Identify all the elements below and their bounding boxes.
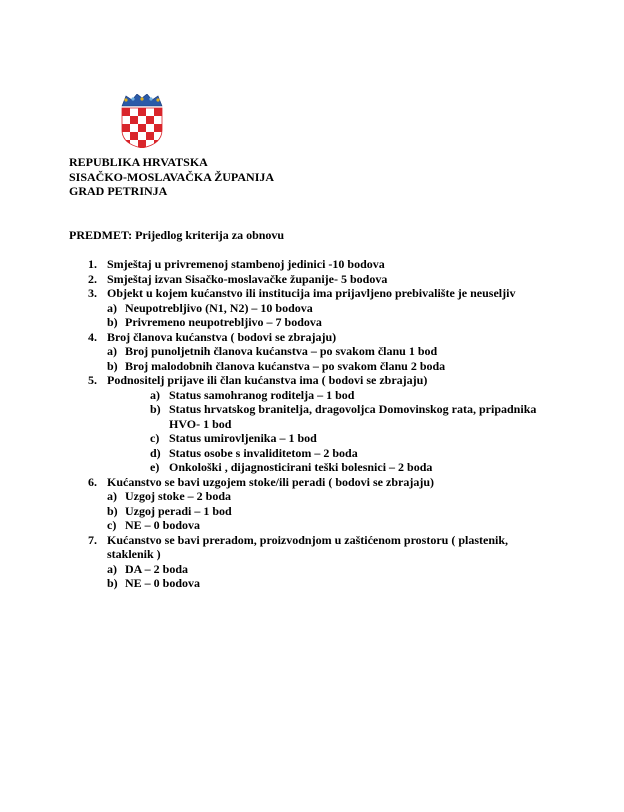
header-city: GRAD PETRINJA xyxy=(69,184,168,198)
sub-marker: c) xyxy=(150,431,160,445)
sub-item xyxy=(0,489,624,504)
list-number: 2. xyxy=(88,271,97,286)
criterion-text: staklenik ) xyxy=(107,547,161,561)
sub-item xyxy=(0,431,624,446)
list-number: 3. xyxy=(88,286,97,300)
coat-of-arms-icon xyxy=(121,94,163,148)
sub-item xyxy=(0,576,624,591)
sub-item-text: Privremeno neupotrebljivo – 7 bodova xyxy=(125,315,322,329)
sub-item xyxy=(0,359,624,374)
sub-item xyxy=(0,562,624,577)
header-county: SISAČKO-MOSLAVAČKA ŽUPANIJA xyxy=(69,169,275,184)
sub-item-text: HVO- 1 bod xyxy=(169,416,232,431)
sub-item xyxy=(0,301,624,316)
header-country: REPUBLIKA HRVATSKA xyxy=(69,155,208,169)
sub-item-text: Uzgoj peradi – 1 bod xyxy=(125,503,232,518)
sub-item xyxy=(0,460,624,475)
criterion-text: Smještaj u privremenoj stambenoj jedinici -10 bodova xyxy=(107,257,385,271)
sub-item-text: DA – 2 boda xyxy=(125,561,189,576)
sub-marker: a) xyxy=(107,561,117,576)
criterion-5 xyxy=(0,373,624,388)
sub-item-text: Status umirovljenika – 1 bod xyxy=(169,431,317,445)
document-header xyxy=(69,155,274,199)
sub-item-text: Uzgoj stoke – 2 boda xyxy=(125,489,232,503)
sub-marker: a) xyxy=(107,344,117,358)
sub-marker: a) xyxy=(107,300,117,315)
criterion-7 xyxy=(0,533,624,548)
criterion-text: Kućanstvo se bavi preradom, proizvodnjom u zaštićenom prostoru ( plastenik, xyxy=(107,532,509,547)
criterion-text: Kućanstvo se bavi uzgojem stoke/ili peradi ( bodovi se zbrajaju) xyxy=(107,474,434,489)
sub-item xyxy=(0,446,624,461)
list-number: 1. xyxy=(88,257,97,271)
sub-marker: b) xyxy=(107,503,118,518)
sub-item-text: Onkološki , dijagnosticirani teški bolesnici – 2 boda xyxy=(169,460,433,474)
sub-item-text: NE – 0 bodova xyxy=(125,518,201,532)
sub-marker: e) xyxy=(150,460,160,474)
sub-item-text: Broj punoljetnih članova kućanstva – po svakom članu 1 bod xyxy=(125,344,438,358)
sub-item-text: Neupotrebljivo (N1, N2) – 10 bodova xyxy=(125,300,313,315)
sub-item-continuation xyxy=(0,417,624,432)
list-number: 6. xyxy=(88,474,97,489)
criterion-text: Objekt u kojem kućanstvo ili institucija ima prijavljeno prebivalište je neuseljiv xyxy=(107,286,516,300)
sub-marker: b) xyxy=(107,576,118,590)
sub-marker: a) xyxy=(150,387,160,402)
criterion-text: Broj članova kućanstva ( bodovi se zbrajaju) xyxy=(107,329,337,344)
list-number: 7. xyxy=(88,532,97,547)
sub-item xyxy=(0,315,624,330)
list-number: 5. xyxy=(88,373,97,387)
criterion-1 xyxy=(0,257,624,272)
sub-marker: b) xyxy=(107,358,118,373)
criteria-list xyxy=(0,257,624,591)
criterion-text: Podnositelj prijave ili član kućanstva ima ( bodovi se zbrajaju) xyxy=(107,373,428,387)
sub-item-text: Status samohranog roditelja – 1 bod xyxy=(169,387,355,402)
sub-item-text: Broj malodobnih članova kućanstva – po svakom članu 2 boda xyxy=(125,358,446,373)
criterion-6 xyxy=(0,475,624,490)
sub-marker: b) xyxy=(150,402,161,416)
criterion-text: Smještaj izvan Sisačko-moslavačke županije- 5 bodova xyxy=(107,271,388,286)
criterion-4 xyxy=(0,330,624,345)
sub-item xyxy=(0,402,624,417)
sub-marker: d) xyxy=(150,445,161,460)
sub-item xyxy=(0,518,624,533)
sub-item xyxy=(0,388,624,403)
list-number: 4. xyxy=(88,329,97,344)
sub-marker: a) xyxy=(107,489,117,503)
criterion-continuation xyxy=(0,547,624,562)
sub-item-text: NE – 0 bodova xyxy=(125,576,201,590)
criterion-3 xyxy=(0,286,624,301)
sub-marker: c) xyxy=(107,518,117,532)
sub-marker: b) xyxy=(107,315,118,329)
sub-item xyxy=(0,504,624,519)
crest-crown xyxy=(122,94,162,106)
sub-item-text: Status osobe s invaliditetom – 2 boda xyxy=(169,445,358,460)
subject-line: PREDMET: Prijedlog kriterija za obnovu xyxy=(69,228,285,242)
sub-item-text: Status hrvatskog branitelja, dragovoljca Domovinskog rata, pripadnika xyxy=(169,402,537,416)
sub-item xyxy=(0,344,624,359)
criterion-2 xyxy=(0,272,624,287)
